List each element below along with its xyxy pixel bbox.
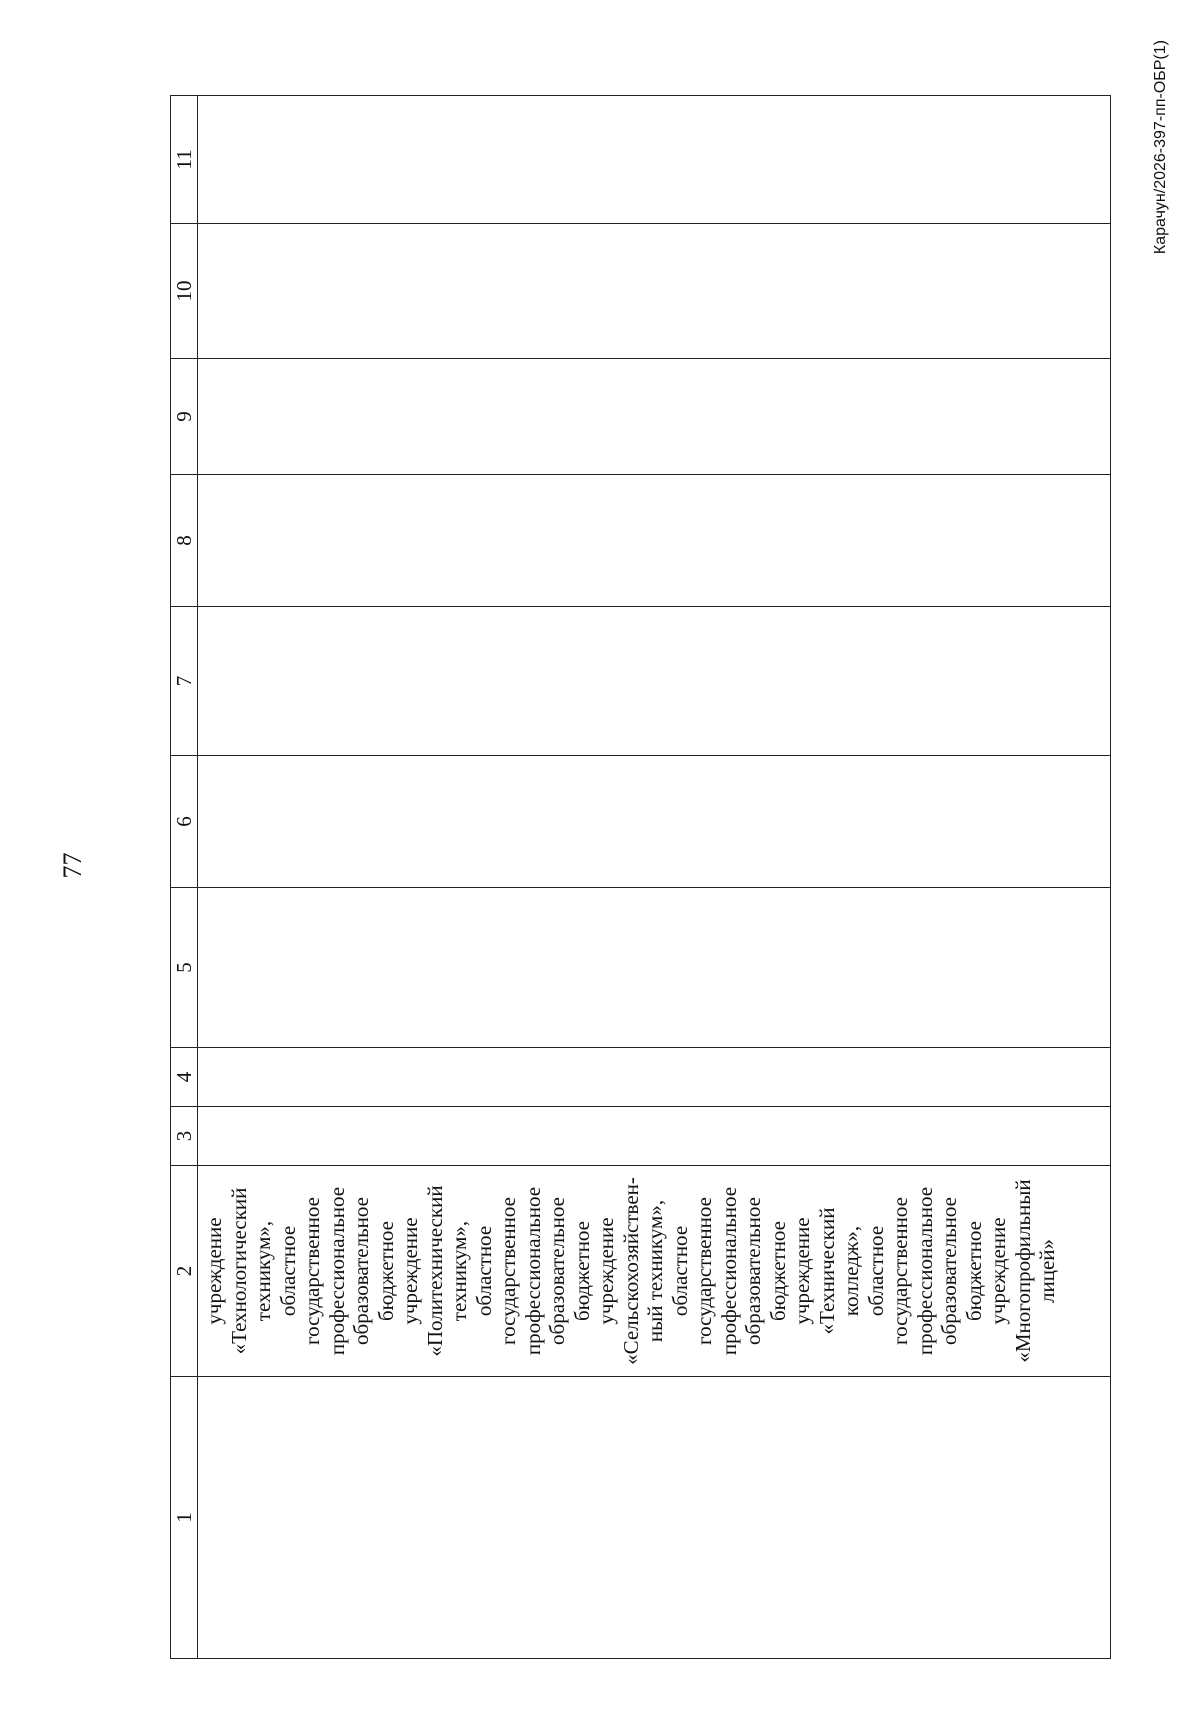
cell-col-6: [198, 756, 1111, 888]
text-line: техникум»,: [447, 1220, 471, 1322]
cell-col-7: [198, 607, 1111, 756]
cell-col-2: [198, 1166, 1111, 1377]
text-line: образовательное: [741, 1197, 765, 1345]
text-line: областное: [275, 1225, 300, 1317]
document-code: Карачун/2026-397-пп-ОБР(1): [1152, 40, 1169, 255]
text-line: профессиональное: [520, 1186, 545, 1356]
text-line: «Технологический: [226, 1187, 251, 1355]
header-row: [171, 96, 198, 1659]
text-line: образовательное: [937, 1197, 961, 1345]
cell-col-4: [198, 1048, 1111, 1107]
cell-col-8: [198, 475, 1111, 607]
text-line: «Многопрофильный: [1010, 1179, 1035, 1363]
text-line: профессиональное: [912, 1186, 937, 1356]
text-line: учреждение: [202, 1217, 226, 1325]
page-number: 77: [58, 852, 87, 879]
text-line: «Технический: [814, 1207, 839, 1335]
cell-col-10: [198, 224, 1111, 359]
text-line: образовательное: [545, 1197, 569, 1345]
cell-col-9: [198, 359, 1111, 475]
column-header-5: 5: [171, 888, 198, 1048]
column-header-7: 7: [171, 607, 198, 756]
text-line: учреждение: [594, 1217, 618, 1325]
text-line: лицей»: [1035, 1239, 1059, 1304]
column-header-6: 6: [171, 756, 198, 888]
cell-col-3: [198, 1107, 1111, 1166]
text-line: бюджетное: [961, 1220, 986, 1322]
text-line: ный техникум»,: [643, 1199, 667, 1343]
text-line: профессиональное: [324, 1186, 349, 1356]
text-line: бюджетное: [569, 1220, 594, 1322]
text-line: техникум»,: [251, 1220, 275, 1322]
column-header-9: 9: [171, 359, 198, 475]
column-header-8: 8: [171, 475, 198, 607]
text-line: «Политехнический: [422, 1185, 447, 1357]
text-line: областное: [471, 1225, 496, 1317]
text-line: колледж»,: [839, 1225, 863, 1317]
text-line: бюджетное: [765, 1220, 790, 1322]
column-header-4: 4: [171, 1048, 198, 1107]
text-line: государственное: [692, 1197, 716, 1346]
column-header-10: 10: [171, 224, 198, 359]
column-header-11: 11: [171, 96, 198, 224]
text-line: государственное: [888, 1197, 912, 1346]
data-table: [170, 95, 1111, 1659]
cell-col-1: [198, 1377, 1111, 1659]
text-line: учреждение: [398, 1217, 422, 1325]
text-line: государственное: [496, 1197, 520, 1346]
column-header-2: 2: [171, 1166, 198, 1377]
text-line: учреждение: [790, 1217, 814, 1325]
column-header-3: 3: [171, 1107, 198, 1166]
text-line: «Сельскохозяйствен-: [618, 1177, 643, 1365]
cell-col-5: [198, 888, 1111, 1048]
text-line: государственное: [300, 1197, 324, 1346]
column-header-1: 1: [171, 1377, 198, 1659]
text-line: образовательное: [349, 1197, 373, 1345]
text-line: областное: [667, 1225, 692, 1317]
text-line: областное: [863, 1225, 888, 1317]
text-line: профессиональное: [716, 1186, 741, 1356]
institution-names: [198, 1166, 1060, 1376]
table-row: [198, 96, 1111, 1659]
text-line: учреждение: [986, 1217, 1010, 1325]
text-line: бюджетное: [373, 1220, 398, 1322]
cell-col-11: [198, 96, 1111, 224]
